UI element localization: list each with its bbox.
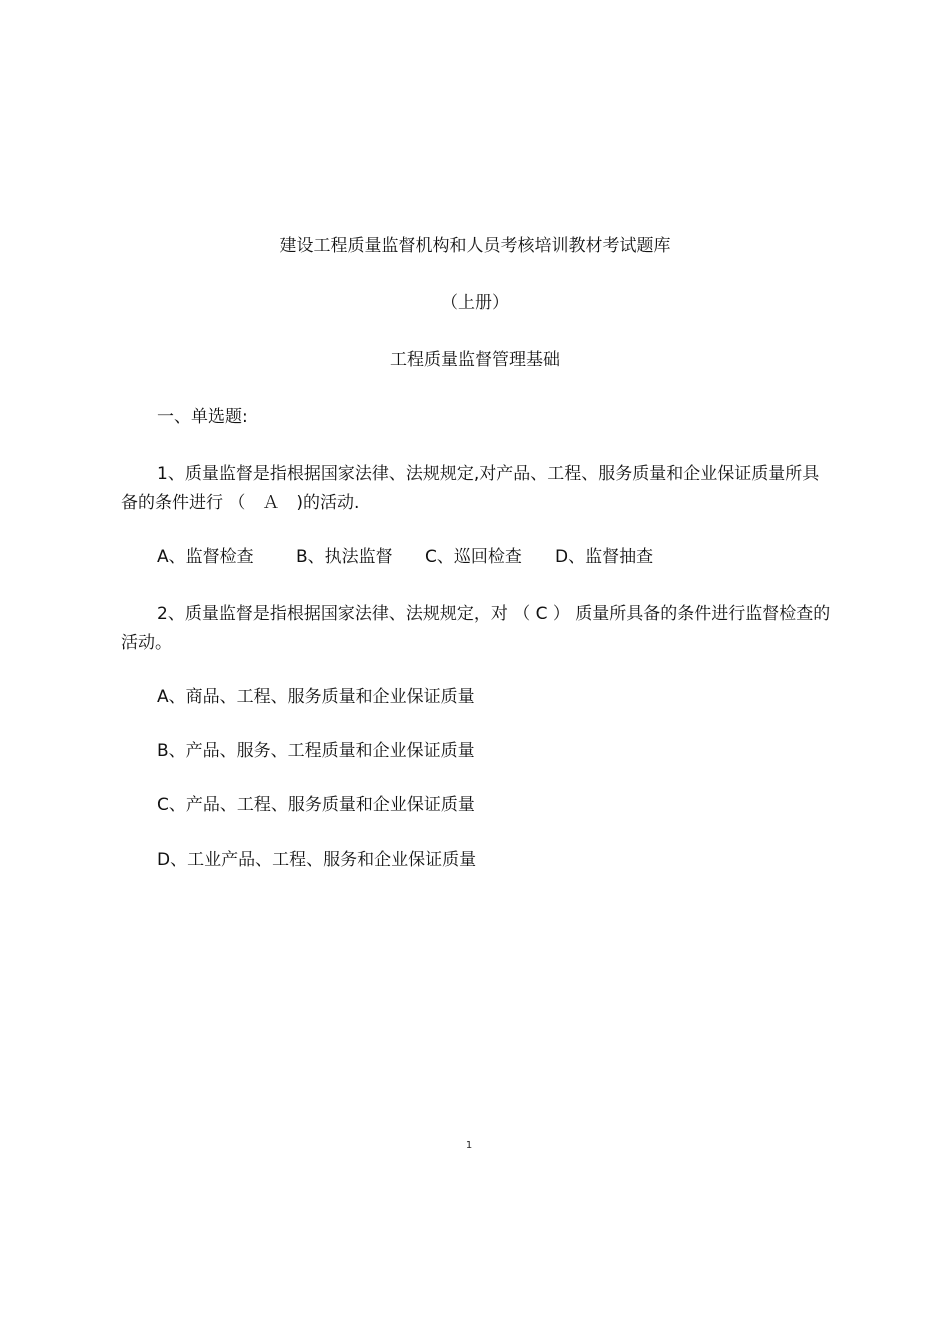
question-1-option-a: A、监督检查 [157, 547, 254, 567]
question-1-text: 1、质量监督是指根据国家法律、法规规定,对产品、工程、服务质量和企业保证质量所具备的条件进行 （ Ａ )的活动. [121, 464, 820, 513]
question-1-option-d: D、监督抽查 [555, 547, 654, 567]
question-2-option-d: D、工业产品、工程、服务和企业保证质量 [157, 850, 477, 870]
volume-label: （上册） [441, 293, 509, 313]
part-heading: 一、单选题: [157, 407, 248, 427]
page-number: 1 [465, 1140, 473, 1151]
question-2-option-b: B、产品、服务、工程质量和企业保证质量 [157, 741, 475, 761]
document-title: 建设工程质量监督机构和人员考核培训教材考试题库 [279, 236, 671, 256]
question-1-options [157, 543, 653, 571]
question-2-text: 2、质量监督是指根据国家法律、法规规定，对 （ C ） 质量所具备的条件进行监督检查的活动。 [121, 604, 831, 653]
question-1-option-c: C、巡回检查 [425, 547, 522, 567]
question-2-option-a: A、商品、工程、服务质量和企业保证质量 [157, 687, 475, 707]
question-1-option-b: B、执法监督 [296, 547, 393, 567]
section-title: 工程质量监督管理基础 [390, 350, 560, 370]
question-2-option-c: C、产品、工程、服务质量和企业保证质量 [157, 795, 475, 815]
